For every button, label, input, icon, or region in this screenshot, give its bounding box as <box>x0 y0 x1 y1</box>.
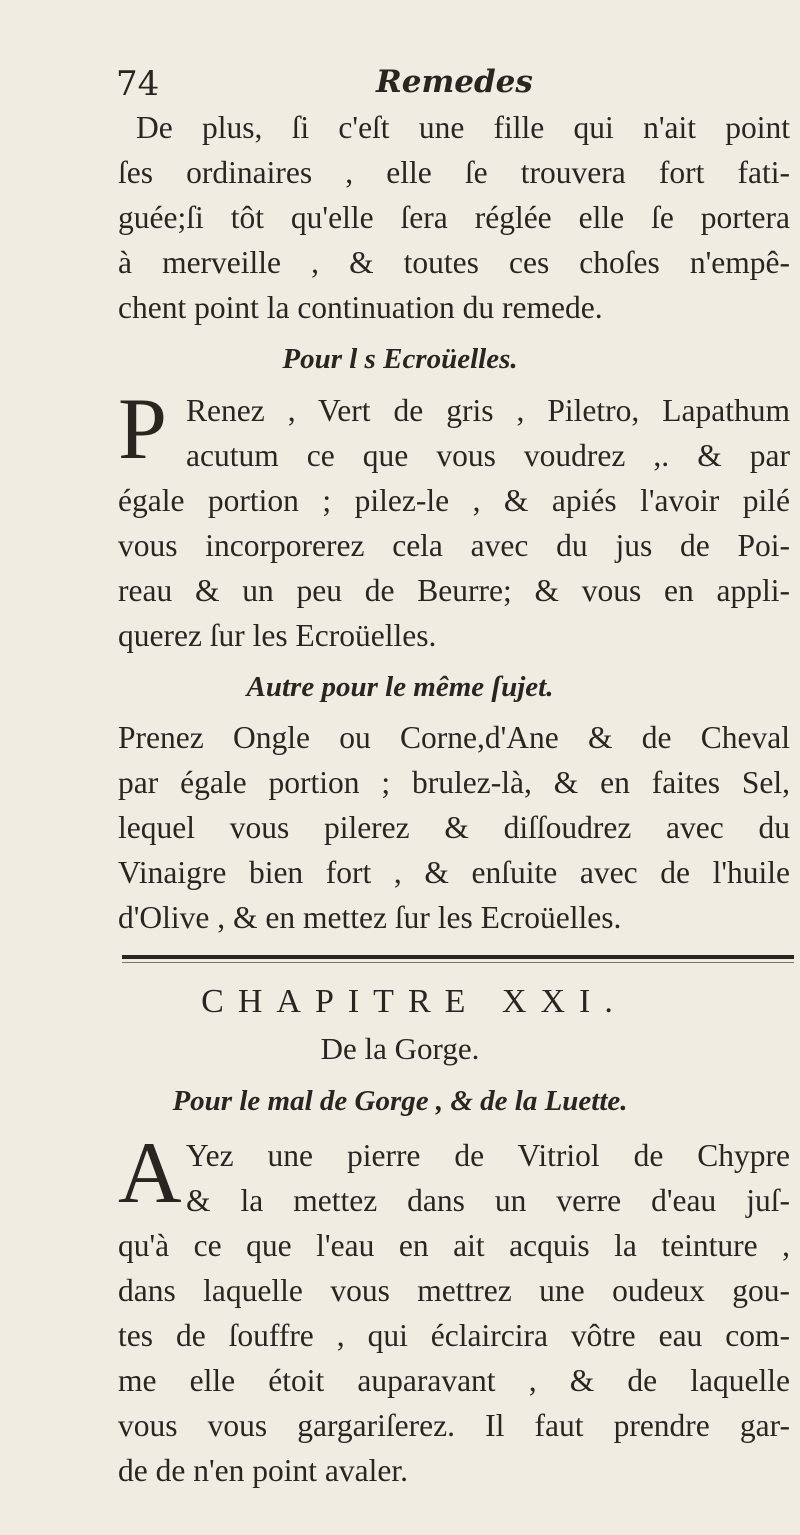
paragraph-line: dans laquelle vous mettrez une oudeux gou- <box>118 1273 790 1308</box>
paragraph-line: de de n'en point avaler. <box>118 1453 408 1488</box>
running-title: Remedes <box>376 64 533 100</box>
paragraph-line: tes de ſouffre , qui éclaircira vôtre eau com- <box>118 1318 790 1353</box>
paragraph-line: égale portion ; pilez-le , & apiés l'avoir pilé <box>118 483 790 518</box>
chapter-subtitle: De la Gorge. <box>320 1031 480 1066</box>
paragraph-line: Prenez Ongle ou Corne,d'Ane & de Cheval <box>118 720 790 755</box>
paragraph-line: Yez une pierre de Vitriol de Chypre <box>186 1138 790 1173</box>
drop-cap: P <box>118 381 167 478</box>
paragraph-line: guée;ſi tôt qu'elle ſera réglée elle ſe portera <box>118 200 790 235</box>
paragraph-line: lequel vous pilerez & diſſoudrez avec du <box>118 810 790 845</box>
paragraph-line: à merveille , & toutes ces choſes n'empê- <box>118 245 790 280</box>
chapter-title: CHAPITRE XXI. <box>201 983 627 1020</box>
paragraph-line: ſes ordinaires , elle ſe trouvera fort fati- <box>118 155 790 190</box>
paragraph-line: vous vous gargariſerez. Il faut prendre gar- <box>118 1408 790 1443</box>
drop-cap: A <box>118 1125 182 1222</box>
paragraph-line: Vinaigre bien fort , & enſuite avec de l'huile <box>118 855 790 890</box>
paragraph-line: Renez , Vert de gris , Piletro, Lapathum <box>186 393 790 428</box>
chapter-rule <box>122 955 794 959</box>
paragraph-line: querez ſur les Ecroüelles. <box>118 618 437 653</box>
page-number: 74 <box>116 64 160 104</box>
paragraph-line: par égale portion ; brulez-là, & en faites Sel, <box>118 765 790 800</box>
section-heading: Autre pour le même ſujet. <box>246 671 554 703</box>
paragraph-line: me elle étoit auparavant , & de laquelle <box>118 1363 790 1398</box>
paragraph-line: d'Olive , & en mettez ſur les Ecroüelles. <box>118 900 622 935</box>
paragraph-line: chent point la continuation du remede. <box>118 290 603 325</box>
paragraph-line: vous incorporerez cela avec du jus de Poi- <box>118 528 790 563</box>
section-heading: Pour l s Ecroüelles. <box>282 343 518 375</box>
section-heading: Pour le mal de Gorge , & de la Luette. <box>172 1085 628 1117</box>
page-header <box>118 64 738 104</box>
paragraph-line: acutum ce que vous voudrez ,. & par <box>186 438 790 473</box>
paragraph-line: qu'à ce que l'eau en ait acquis la teinture , <box>118 1228 790 1263</box>
paragraph-line: & la mettez dans un verre d'eau juſ- <box>186 1183 790 1218</box>
paragraph-line: reau & un peu de Beurre; & vous en appli- <box>118 573 790 608</box>
paragraph-line: De plus, ſi c'eſt une fille qui n'ait point <box>136 110 790 145</box>
